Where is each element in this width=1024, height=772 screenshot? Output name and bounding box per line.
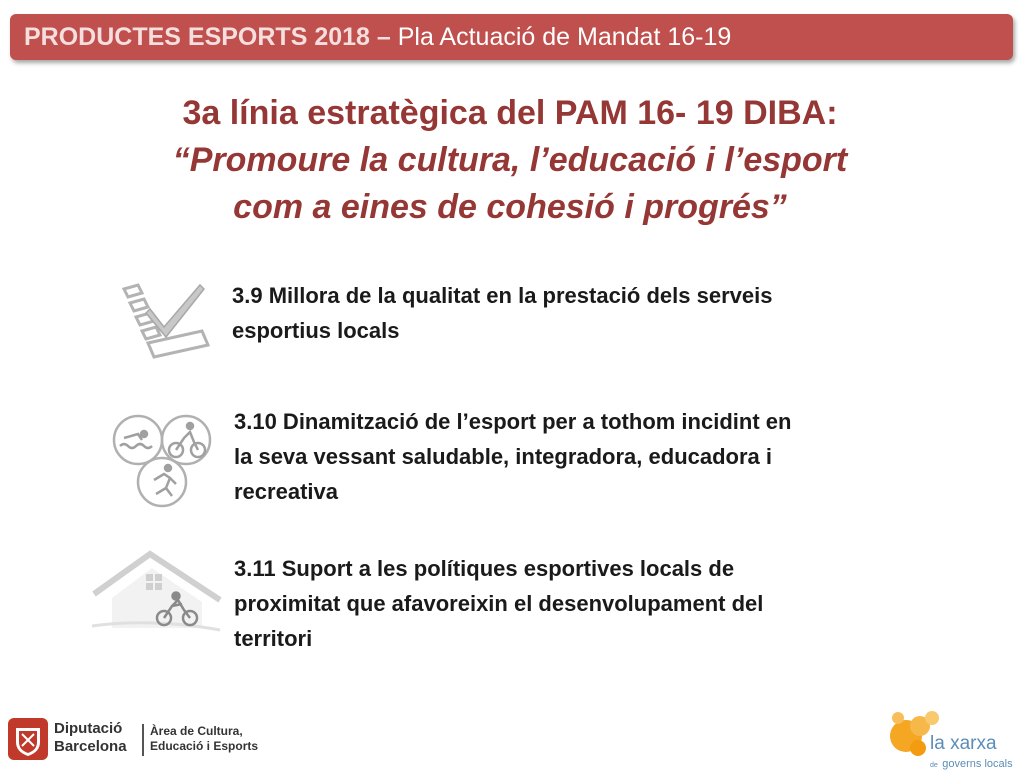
item-3-10 <box>234 404 791 509</box>
headline <box>90 90 930 231</box>
item-3-10-line-3: recreativa <box>234 479 338 504</box>
footer-divider <box>142 724 144 756</box>
item-3-11 <box>234 551 763 656</box>
item-3-9 <box>232 278 772 348</box>
item-3-11-line-3: territori <box>234 626 313 651</box>
org-line-2: Barcelona <box>54 738 127 755</box>
house-cyclist-icon <box>92 548 222 634</box>
xarxa-line-1: la xarxa <box>930 733 997 754</box>
item-3-10-line-2: la seva vessant saludable, integradora, educadora i <box>234 444 773 469</box>
xarxa-small: de <box>930 762 938 769</box>
banner-dash: – <box>369 22 398 51</box>
area-line-1: Àrea de Cultura, <box>150 724 243 738</box>
banner-title-rest: Pla Actuació de Mandat 16-19 <box>397 22 732 51</box>
item-3-10-line-1: 3.10 Dinamització de l’esport per a tothom incidint en <box>234 409 792 434</box>
item-3-11-line-1: 3.11 Suport a les polítiques esportives locals de <box>234 556 735 581</box>
checklist-icon <box>116 275 216 360</box>
item-3-9-line-2: esportius locals <box>232 318 400 343</box>
headline-line-3: com a eines de cohesió i progrés” <box>233 188 787 226</box>
diputacio-emblem-icon <box>8 718 48 760</box>
runner-icon <box>154 465 176 496</box>
swimmer-icon <box>120 431 152 448</box>
banner-title-bold: PRODUCTES ESPORTS 2018 <box>24 22 370 51</box>
item-3-9-line-1: 3.9 Millora de la qualitat en la prestació dels serveis <box>232 283 773 308</box>
headline-line-2: “Promoure la cultura, l’educació i l’esport <box>172 141 848 179</box>
sports-icon <box>110 410 215 510</box>
item-3-11-line-2: proximitat que afavoreixin el desenvolupament del <box>234 591 764 616</box>
cyclist-icon <box>169 423 205 457</box>
title-banner <box>10 14 1013 60</box>
headline-line-1: 3a línia estratègica del PAM 16- 19 DIBA: <box>182 94 838 132</box>
area-line-2: Educació i Esports <box>150 739 259 753</box>
org-line-1: Diputació <box>54 720 123 737</box>
xarxa-line-2: governs locals <box>942 758 1013 770</box>
